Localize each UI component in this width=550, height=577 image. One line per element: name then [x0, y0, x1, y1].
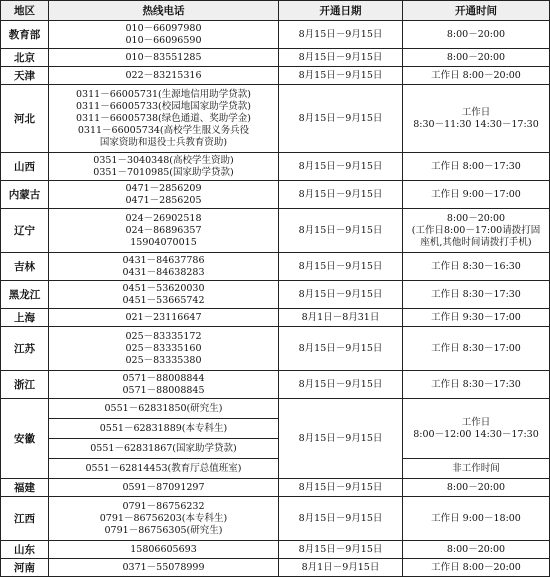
phone-number: 0791－86756203(本专科生): [99, 512, 228, 524]
phone-cell: [49, 153, 279, 181]
phone-number: 0471－2856209: [125, 182, 202, 194]
phone-cell: [49, 541, 279, 559]
time-text: 工作日 8:00－20:00: [431, 561, 521, 573]
date-text: 8月15日－9月15日: [298, 543, 383, 555]
table-row: [1, 541, 550, 559]
date-text: 8月15日－9月15日: [298, 224, 383, 236]
date-text: 8月15日－9月15日: [298, 160, 383, 172]
date-cell: [279, 49, 403, 67]
time-text: 8:00－12:00 14:30－17:30: [413, 428, 539, 440]
region-cell: 天津: [1, 67, 49, 85]
phone-number: 0551－62831850(研究生): [104, 402, 223, 414]
phone-cell: [49, 181, 279, 209]
time-cell: [403, 541, 550, 559]
date-text: 8月15日－9月15日: [298, 188, 383, 200]
phone-number: 010－66096590: [125, 34, 202, 46]
phone-number: 022－83215316: [125, 69, 202, 81]
time-text: 8:00－20:00: [446, 51, 506, 63]
phone-number: 0451－53620030: [122, 282, 205, 294]
region-cell: 河南: [1, 559, 49, 577]
phone-number: 024－86896357: [125, 224, 202, 236]
date-cell: [279, 153, 403, 181]
date-text: 8月15日－9月15日: [298, 288, 383, 300]
date-text: 8月15日－9月15日: [298, 512, 383, 524]
time-cell: [403, 21, 550, 49]
phone-cell: [49, 327, 279, 371]
region-cell: 安徽: [1, 399, 49, 479]
time-text: 8:00－20:00: [446, 481, 506, 493]
phone-number: 0471－2856205: [125, 194, 202, 206]
phone-number: 024－26902518: [125, 212, 202, 224]
phone-number: 025－83335380: [125, 354, 202, 366]
time-cell: [403, 309, 550, 327]
region-cell: 福建: [1, 479, 49, 497]
region-cell: 吉林: [1, 253, 49, 281]
phone-number: 025－83335160: [125, 342, 202, 354]
date-text: 8月15日－9月15日: [298, 378, 383, 390]
phone-number: 0551－62831867(国家助学贷款): [90, 442, 237, 454]
phone-number: 0571－88008844: [122, 372, 205, 384]
date-cell: [279, 479, 403, 497]
phone-cell: [49, 371, 279, 399]
phone-cell: [49, 419, 279, 439]
time-text: 工作日 8:30－17:30: [431, 378, 521, 390]
table-row: [1, 153, 550, 181]
date-cell: [279, 281, 403, 309]
date-text: 8月15日－9月15日: [298, 260, 383, 272]
region-cell: 山东: [1, 541, 49, 559]
date-cell: [279, 67, 403, 85]
time-cell: [403, 85, 550, 153]
time-cell: [403, 459, 550, 479]
phone-number: 0311－66005733(校园地国家助学贷款): [76, 100, 251, 112]
phone-number: 0371－55078999: [122, 561, 205, 573]
phone-number: 0551－62814453(教育厅总值班室): [85, 462, 242, 474]
date-cell: [279, 497, 403, 541]
date-text: 8月1日－9月15日: [301, 561, 380, 573]
phone-number: 0311－66005731(生源地信用助学贷款): [76, 88, 251, 100]
phone-cell: [49, 309, 279, 327]
date-text: 8月15日－9月15日: [298, 69, 383, 81]
time-cell: [403, 497, 550, 541]
phone-number: 0431－84638283: [122, 266, 205, 278]
table-body-anhui: [1, 399, 550, 479]
region-cell: 教育部: [1, 21, 49, 49]
phone-number: 0311－66005738(绿色通道、奖助学金): [76, 112, 251, 124]
table-row: [1, 327, 550, 371]
region-cell: 浙江: [1, 371, 49, 399]
phone-cell: [49, 49, 279, 67]
table-row: [1, 479, 550, 497]
time-cell: [403, 281, 550, 309]
table-row: [1, 281, 550, 309]
time-text: 工作日 9:30－17:00: [431, 311, 521, 323]
date-cell: [279, 253, 403, 281]
phone-cell: [49, 559, 279, 577]
time-cell: [403, 559, 550, 577]
time-text: 工作日: [461, 416, 491, 428]
table-row: [1, 559, 550, 577]
phone-number: 010－66097980: [125, 22, 202, 34]
date-text: 8月15日－9月15日: [298, 481, 383, 493]
table-row-anhui-4: [1, 459, 550, 479]
table-row: [1, 253, 550, 281]
date-cell: [279, 541, 403, 559]
phone-cell: [49, 497, 279, 541]
col-header-time: 开通时间: [403, 1, 550, 21]
time-text: 8:00－20:00: [446, 28, 506, 40]
date-text: 8月15日－9月15日: [298, 342, 383, 354]
phone-cell: [49, 439, 279, 459]
region-cell: 山西: [1, 153, 49, 181]
time-text: 工作日 9:00－18:00: [431, 512, 521, 524]
time-text: 非工作时间: [452, 462, 500, 474]
phone-cell: [49, 479, 279, 497]
time-cell: [403, 181, 550, 209]
phone-cell: [49, 253, 279, 281]
date-text: 8月15日－9月15日: [298, 28, 383, 40]
time-cell: [403, 253, 550, 281]
time-cell: [403, 371, 550, 399]
phone-number: 0791－86756305(研究生): [104, 524, 223, 536]
date-cell: [279, 85, 403, 153]
date-cell: [279, 399, 403, 479]
table-row: [1, 67, 550, 85]
region-cell: 河北: [1, 85, 49, 153]
region-cell: 辽宁: [1, 209, 49, 253]
time-text: 座机,其他时间请拨打手机): [420, 236, 532, 248]
time-text: 8:30－11:30 14:30－17:30: [413, 118, 539, 130]
date-cell: [279, 181, 403, 209]
time-cell: [403, 399, 550, 459]
phone-cell: [49, 399, 279, 419]
phone-number: 15806605693: [130, 543, 197, 555]
phone-number: 15904070015: [130, 236, 197, 248]
phone-number: 010－83551285: [125, 51, 202, 63]
time-text: 工作日: [461, 106, 491, 118]
table-row-anhui: [1, 399, 550, 419]
header-row: [1, 1, 550, 21]
phone-cell: [49, 21, 279, 49]
region-cell: 黑龙江: [1, 281, 49, 309]
table-row: [1, 371, 550, 399]
time-cell: [403, 49, 550, 67]
phone-number: 025－83335172: [125, 330, 202, 342]
phone-number: 0591－87091297: [122, 481, 205, 493]
phone-number: 0791－86756232: [122, 500, 205, 512]
date-text: 8月15日－9月15日: [298, 112, 383, 124]
phone-number: 0571－88008845: [122, 384, 205, 396]
table-row: [1, 181, 550, 209]
time-text: 8:00－20:00: [446, 212, 506, 224]
table-row: [1, 309, 550, 327]
table-body-bottom: [1, 479, 550, 577]
time-text: 工作日 8:30－17:00: [431, 342, 521, 354]
time-text: 工作日 8:30－16:30: [431, 260, 521, 272]
col-header-date: 开通日期: [279, 1, 403, 21]
time-cell: [403, 209, 550, 253]
region-cell: 江苏: [1, 327, 49, 371]
phone-number: 国家资助和退役士兵教育资助): [99, 136, 228, 148]
date-cell: [279, 21, 403, 49]
col-header-region: 地区: [1, 1, 49, 21]
date-cell: [279, 309, 403, 327]
phone-cell: [49, 209, 279, 253]
time-text: 工作日 9:00－17:00: [431, 188, 521, 200]
phone-number: 0431－84637786: [122, 254, 205, 266]
region-cell: 北京: [1, 49, 49, 67]
phone-number: 0451－53665742: [122, 294, 205, 306]
table-row: [1, 49, 550, 67]
table-row: [1, 85, 550, 153]
phone-number: 0551－62831889(本专科生): [99, 422, 228, 434]
date-text: 8月15日－9月15日: [298, 432, 383, 444]
col-header-phone: 热线电话: [49, 1, 279, 21]
date-cell: [279, 327, 403, 371]
phone-cell: [49, 67, 279, 85]
time-text: (工作日8:00－17:00请拨打固: [411, 224, 541, 236]
phone-number: 0351－3040348(高校学生资助): [93, 154, 234, 166]
date-text: 8月15日－9月15日: [298, 51, 383, 63]
phone-number: 0311－66005734(高校学生服义务兵役: [77, 124, 250, 136]
time-text: 8:00－20:00: [446, 543, 506, 555]
time-cell: [403, 153, 550, 181]
region-cell: 内蒙古: [1, 181, 49, 209]
time-text: 工作日 8:00－20:00: [431, 69, 521, 81]
region-cell: 上海: [1, 309, 49, 327]
table-row: [1, 21, 550, 49]
date-text: 8月1日－8月31日: [301, 311, 380, 323]
time-cell: [403, 327, 550, 371]
time-cell: [403, 67, 550, 85]
date-cell: [279, 559, 403, 577]
table-row: [1, 209, 550, 253]
time-text: 工作日 8:30－17:30: [431, 288, 521, 300]
phone-number: 0351－7010985(国家助学贷款): [93, 166, 234, 178]
region-cell: 江西: [1, 497, 49, 541]
time-text: 工作日 8:00－17:30: [431, 160, 521, 172]
phone-cell: [49, 85, 279, 153]
table-body-top: [1, 21, 550, 399]
table-row: [1, 497, 550, 541]
time-cell: [403, 479, 550, 497]
date-cell: [279, 371, 403, 399]
phone-cell: [49, 281, 279, 309]
date-cell: [279, 209, 403, 253]
phone-cell: [49, 459, 279, 479]
phone-number: 021－23116647: [125, 311, 202, 323]
